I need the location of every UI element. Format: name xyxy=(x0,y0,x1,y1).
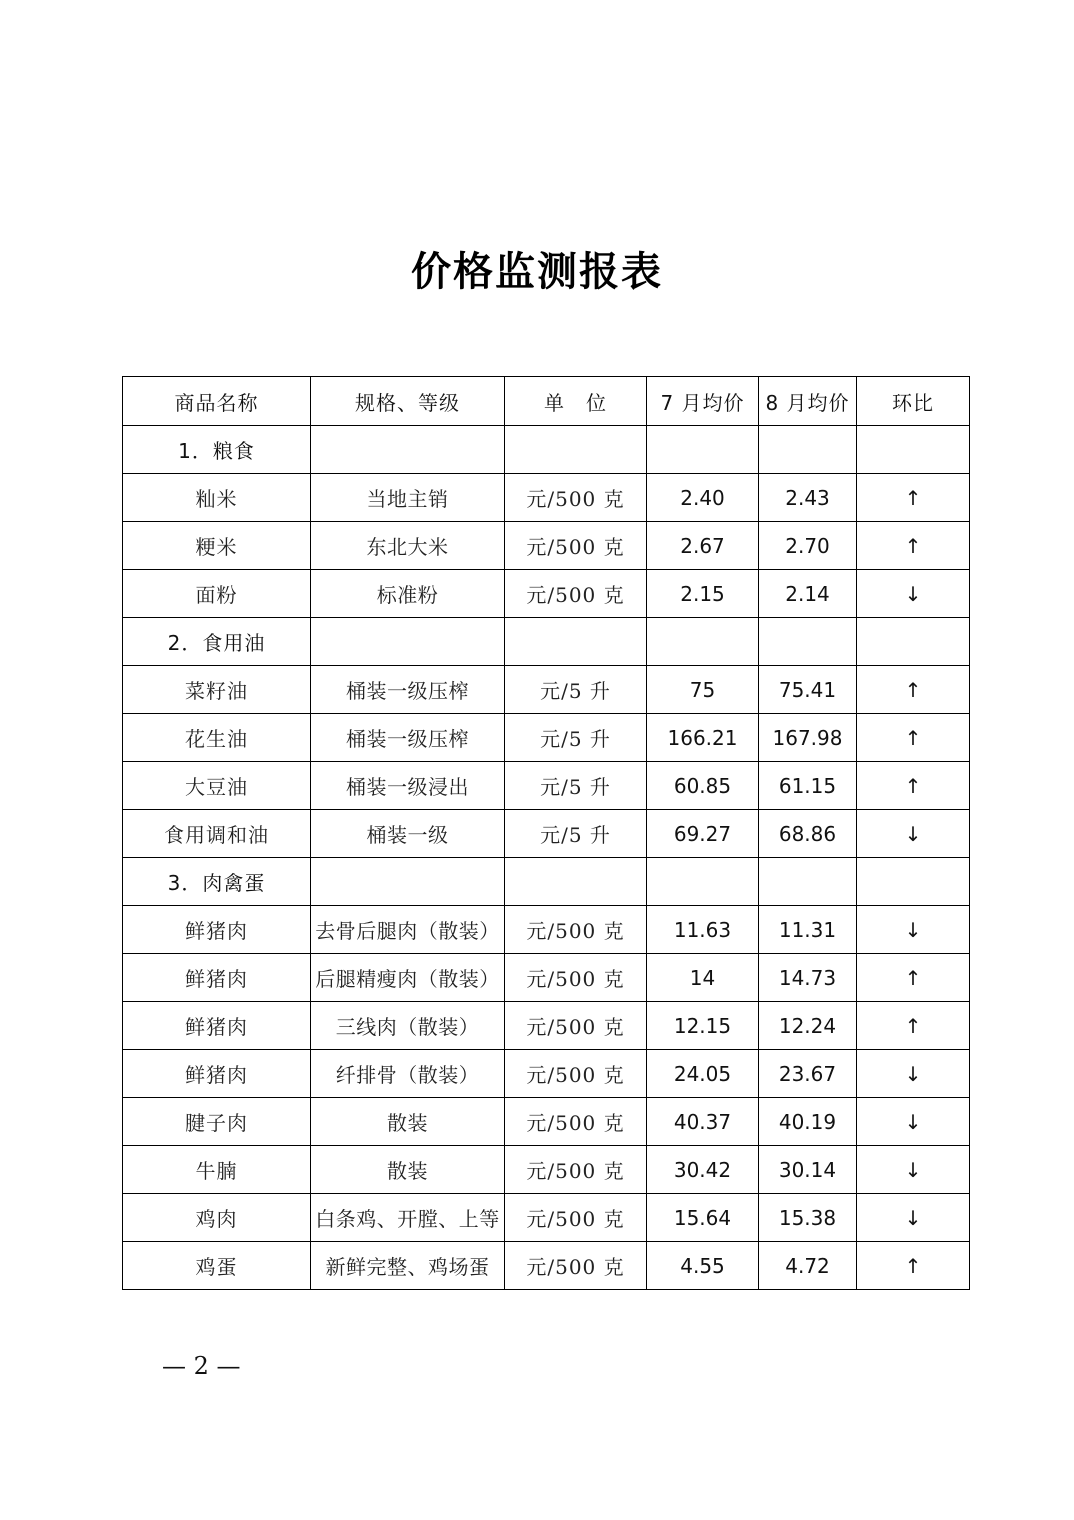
august-price: 15.38 xyxy=(759,1194,857,1242)
july-price: 14 xyxy=(647,954,759,1002)
item-name: 食用调和油 xyxy=(123,810,311,858)
july-price: 2.15 xyxy=(647,570,759,618)
item-unit: 元/500 克 xyxy=(505,1146,647,1194)
table-row xyxy=(123,522,970,570)
item-unit: 元/500 克 xyxy=(505,1194,647,1242)
august-price: 68.86 xyxy=(759,810,857,858)
item-name: 鸡蛋 xyxy=(123,1242,311,1290)
header-change: 环比 xyxy=(857,377,970,426)
july-price: 30.42 xyxy=(647,1146,759,1194)
august-price: 40.19 xyxy=(759,1098,857,1146)
trend-arrow-icon: ↓ xyxy=(857,1098,970,1146)
item-spec: 散装 xyxy=(311,1098,505,1146)
item-spec: 桶装一级压榨 xyxy=(311,666,505,714)
august-price: 30.14 xyxy=(759,1146,857,1194)
trend-arrow-icon: ↓ xyxy=(857,570,970,618)
trend-arrow-icon: ↓ xyxy=(857,810,970,858)
category-row xyxy=(123,618,970,666)
item-spec: 去骨后腿肉（散装） xyxy=(311,906,505,954)
july-price: 11.63 xyxy=(647,906,759,954)
july-price: 15.64 xyxy=(647,1194,759,1242)
trend-arrow-icon: ↓ xyxy=(857,1146,970,1194)
trend-arrow-icon: ↓ xyxy=(857,906,970,954)
item-spec: 桶装一级 xyxy=(311,810,505,858)
item-name: 鲜猪肉 xyxy=(123,954,311,1002)
trend-arrow-icon: ↑ xyxy=(857,522,970,570)
trend-arrow-icon: ↑ xyxy=(857,666,970,714)
header-august-price: 8 月均价 xyxy=(759,377,857,426)
category-row xyxy=(123,858,970,906)
july-price: 60.85 xyxy=(647,762,759,810)
item-unit: 元/500 克 xyxy=(505,906,647,954)
item-unit: 元/5 升 xyxy=(505,810,647,858)
trend-arrow-icon: ↓ xyxy=(857,1194,970,1242)
item-unit: 元/5 升 xyxy=(505,714,647,762)
item-spec: 散装 xyxy=(311,1146,505,1194)
table-row xyxy=(123,906,970,954)
item-spec: 当地主销 xyxy=(311,474,505,522)
july-price: 2.67 xyxy=(647,522,759,570)
august-price: 2.70 xyxy=(759,522,857,570)
trend-arrow-icon: ↑ xyxy=(857,954,970,1002)
august-price: 2.43 xyxy=(759,474,857,522)
item-name: 鸡肉 xyxy=(123,1194,311,1242)
item-unit: 元/5 升 xyxy=(505,666,647,714)
trend-arrow-icon: ↑ xyxy=(857,474,970,522)
category-label: 3．肉禽蛋 xyxy=(123,858,311,906)
page-title: 价格监测报表 xyxy=(411,248,663,295)
table-row xyxy=(123,1146,970,1194)
july-price: 24.05 xyxy=(647,1050,759,1098)
table-row xyxy=(123,1050,970,1098)
item-unit: 元/5 升 xyxy=(505,762,647,810)
july-price: 2.40 xyxy=(647,474,759,522)
july-price: 166.21 xyxy=(647,714,759,762)
august-price: 75.41 xyxy=(759,666,857,714)
category-label: 1．粮食 xyxy=(123,426,311,474)
table-row xyxy=(123,1098,970,1146)
august-price: 11.31 xyxy=(759,906,857,954)
header-name: 商品名称 xyxy=(123,377,311,426)
item-unit: 元/500 克 xyxy=(505,1002,647,1050)
item-spec: 新鲜完整、鸡场蛋 xyxy=(311,1242,505,1290)
item-spec: 东北大米 xyxy=(311,522,505,570)
trend-arrow-icon: ↑ xyxy=(857,1242,970,1290)
item-spec: 桶装一级浸出 xyxy=(311,762,505,810)
category-row xyxy=(123,426,970,474)
item-name: 鲜猪肉 xyxy=(123,1050,311,1098)
header-unit: 单 位 xyxy=(505,377,647,426)
item-unit: 元/500 克 xyxy=(505,1098,647,1146)
item-name: 花生油 xyxy=(123,714,311,762)
august-price: 61.15 xyxy=(759,762,857,810)
price-table xyxy=(122,376,970,1290)
august-price: 2.14 xyxy=(759,570,857,618)
table-row xyxy=(123,1242,970,1290)
item-unit: 元/500 克 xyxy=(505,1242,647,1290)
item-name: 鲜猪肉 xyxy=(123,1002,311,1050)
item-spec: 桶装一级压榨 xyxy=(311,714,505,762)
page-number: — 2 — xyxy=(162,1352,241,1380)
header-july-price: 7 月均价 xyxy=(647,377,759,426)
item-name: 籼米 xyxy=(123,474,311,522)
header-spec: 规格、等级 xyxy=(311,377,505,426)
item-spec: 后腿精瘦肉（散装） xyxy=(311,954,505,1002)
item-name: 菜籽油 xyxy=(123,666,311,714)
trend-arrow-icon: ↑ xyxy=(857,1002,970,1050)
trend-arrow-icon: ↑ xyxy=(857,762,970,810)
table-row xyxy=(123,1194,970,1242)
trend-arrow-icon: ↓ xyxy=(857,1050,970,1098)
table-row xyxy=(123,954,970,1002)
item-name: 牛腩 xyxy=(123,1146,311,1194)
table-row xyxy=(123,714,970,762)
july-price: 40.37 xyxy=(647,1098,759,1146)
table-row xyxy=(123,762,970,810)
item-unit: 元/500 克 xyxy=(505,474,647,522)
item-name: 面粉 xyxy=(123,570,311,618)
item-unit: 元/500 克 xyxy=(505,522,647,570)
august-price: 12.24 xyxy=(759,1002,857,1050)
july-price: 4.55 xyxy=(647,1242,759,1290)
item-name: 大豆油 xyxy=(123,762,311,810)
item-unit: 元/500 克 xyxy=(505,954,647,1002)
item-spec: 纤排骨（散装） xyxy=(311,1050,505,1098)
item-unit: 元/500 克 xyxy=(505,570,647,618)
august-price: 4.72 xyxy=(759,1242,857,1290)
category-label: 2．食用油 xyxy=(123,618,311,666)
item-name: 鲜猪肉 xyxy=(123,906,311,954)
july-price: 12.15 xyxy=(647,1002,759,1050)
item-spec: 标准粉 xyxy=(311,570,505,618)
august-price: 167.98 xyxy=(759,714,857,762)
item-spec: 三线肉（散装） xyxy=(311,1002,505,1050)
table-row xyxy=(123,666,970,714)
august-price: 14.73 xyxy=(759,954,857,1002)
table-row xyxy=(123,810,970,858)
august-price: 23.67 xyxy=(759,1050,857,1098)
july-price: 69.27 xyxy=(647,810,759,858)
item-name: 腱子肉 xyxy=(123,1098,311,1146)
table-row xyxy=(123,474,970,522)
item-spec: 白条鸡、开膛、上等 xyxy=(311,1194,505,1242)
table-row xyxy=(123,1002,970,1050)
july-price: 75 xyxy=(647,666,759,714)
item-unit: 元/500 克 xyxy=(505,1050,647,1098)
item-name: 粳米 xyxy=(123,522,311,570)
trend-arrow-icon: ↑ xyxy=(857,714,970,762)
table-header-row xyxy=(123,377,970,426)
table-row xyxy=(123,570,970,618)
